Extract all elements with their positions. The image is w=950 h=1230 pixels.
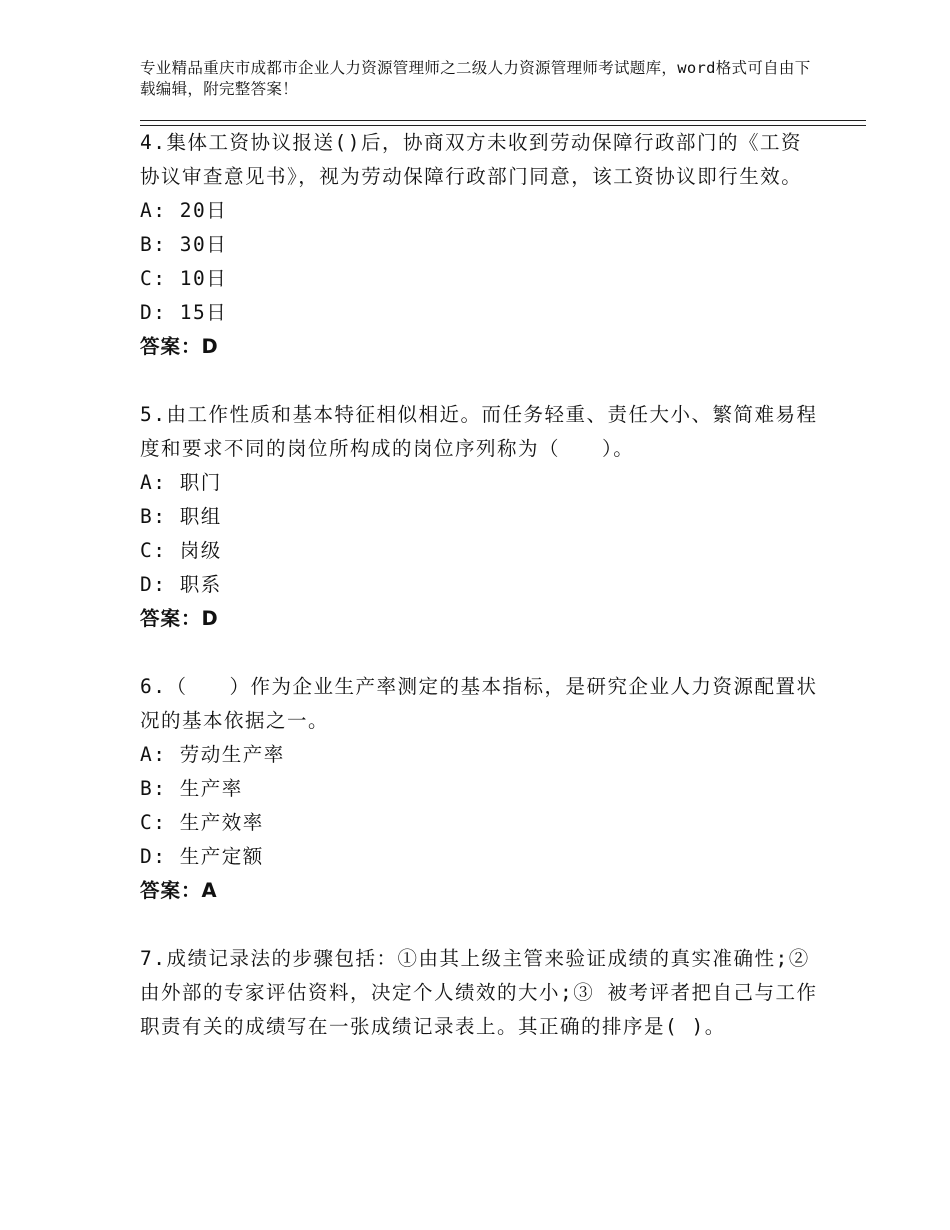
question-stem: 4.集体工资协议报送()后，协商双方未收到劳动保障行政部门的《工资协议审查意见书》，视为劳动保障行政部门同意，该工资协议即行生效。 [140,131,803,188]
option-c: C: 生产效率 [140,811,264,834]
option-d: D: 生产定额 [140,845,264,868]
option-d: D: 职系 [140,573,222,596]
question-stem: 6.（ ）作为企业生产率测定的基本指标，是研究企业人力资源配置状况的基本依据之一。 [140,675,818,732]
option-b: B: 生产率 [140,777,243,800]
option-a: A: 20日 [140,199,228,222]
question-7 [140,942,820,1044]
option-c: C: 10日 [140,267,228,290]
question-stem: 7.成绩记录法的步骤包括：①由其上级主管来验证成绩的真实准确性;② 由外部的专家评估资料，决定个人绩效的大小;③ 被考评者把自己与工作职责有关的成绩写在一张成绩记录表上。其正确的排序是( )。 [140,947,818,1038]
question-stem: 5.由工作性质和基本特征相似相近。而任务轻重、责任大小、繁简难易程度和要求不同的岗位所构成的岗位序列称为（ ）。 [140,403,818,460]
answer-line: 答案：D [140,607,219,630]
option-a: A: 劳动生产率 [140,743,285,766]
header-rule-top [140,120,866,121]
option-c: C: 岗级 [140,539,222,562]
option-b: B: 职组 [140,505,222,528]
question-6 [140,670,820,908]
question-5 [140,398,820,636]
option-d: D: 15日 [140,301,228,324]
option-b: B: 30日 [140,233,228,256]
answer-line: 答案：D [140,335,219,358]
document-header: 专业精品重庆市成都市企业人力资源管理师之二级人力资源管理师考试题库，word格式可自由下载编辑，附完整答案！ [140,59,811,98]
question-list [140,126,820,1078]
answer-line: 答案：A [140,879,218,902]
option-a: A: 职门 [140,471,222,494]
question-4 [140,126,820,364]
